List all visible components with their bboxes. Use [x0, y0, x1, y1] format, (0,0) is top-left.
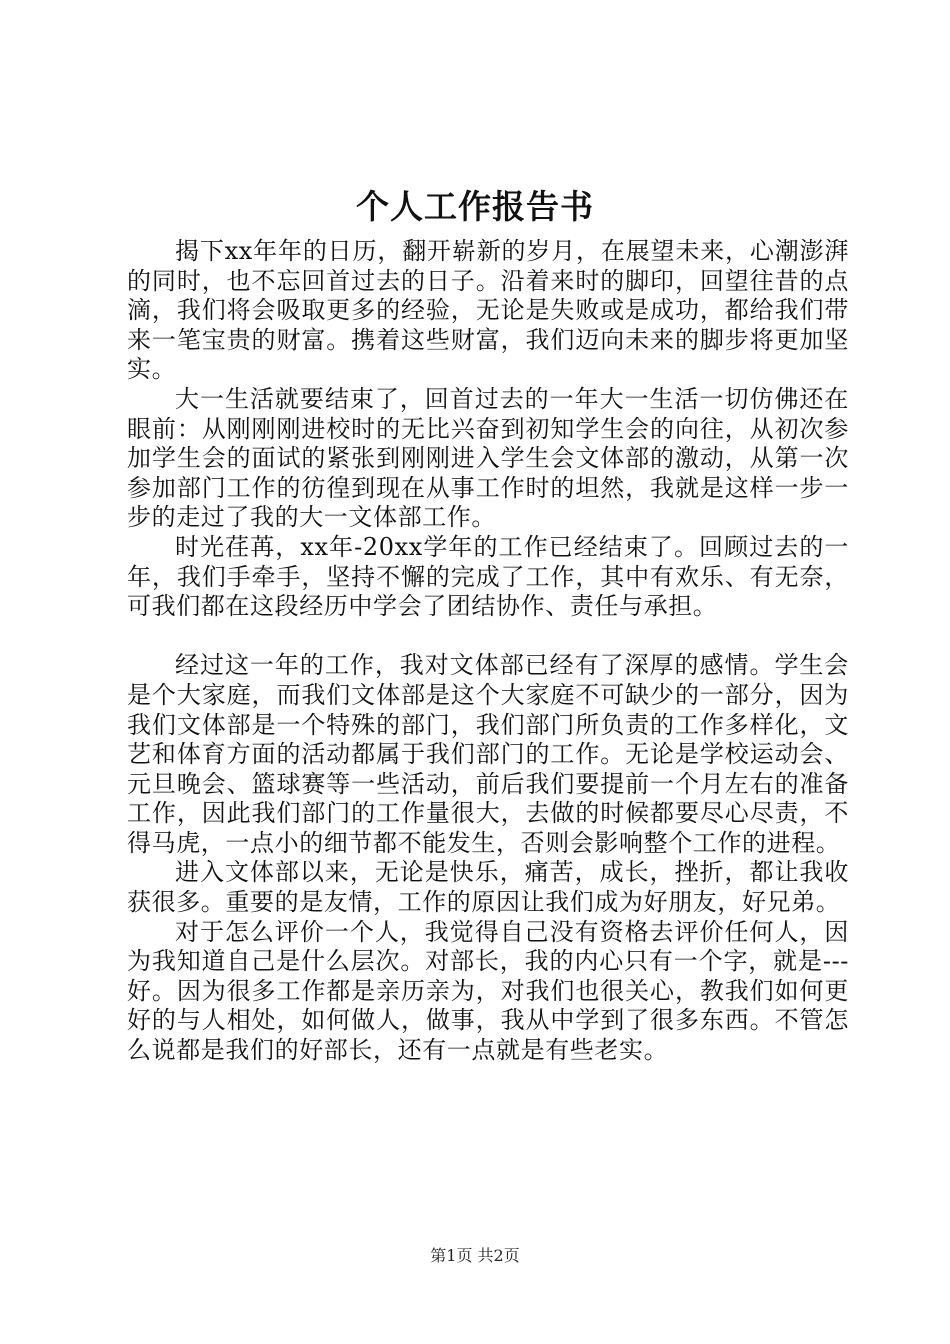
paragraph-5: 进入文体部以来，无论是快乐，痛苦，成长，挫折，都让我收获很多。重要的是友情，工作的原因让我们成为好朋友，好兄弟。 [127, 858, 849, 917]
paragraph-6: 对于怎么评价一个人，我觉得自己没有资格去评价任何人，因为我知道自己是什么层次。对部长，我的内心只有一个字，就是---好。因为很多工作都是亲历亲为，对我们也很关心，教我们如何更好的与人相处，如何做人，做事，我从中学到了很多东西。不管怎么说都是我们的好部长，还有一点就是有些老实。 [127, 917, 849, 1065]
document-title: 个人工作报告书 [356, 187, 594, 226]
document-body [127, 237, 849, 1066]
paragraph-1: 揭下xx年年的日历，翻开崭新的岁月，在展望未来，心潮澎湃的同时，也不忘回首过去的日子。沿着来时的脚印，回望往昔的点滴，我们将会吸取更多的经验，无论是失败或是成功，都给我们带来一笔宝贵的财富。携着这些财富，我们迈向未来的脚步将更加坚实。 [127, 237, 849, 384]
page-number-footer: 第1页 共2页 [430, 1246, 520, 1265]
paragraph-2: 大一生活就要结束了，回首过去的一年大一生活一切仿佛还在眼前：从刚刚刚进校时的无比兴奋到初知学生会的向往，从初次参加学生会的面试的紧张到刚刚进入学生会文体部的激动，从第一次参加部门工作的彷徨到现在从事工作时的坦然，我就是这样一步一步的走过了我的大一文体部工作。 [127, 384, 849, 532]
paragraph-4: 经过这一年的工作，我对文体部已经有了深厚的感情。学生会是个大家庭，而我们文体部是这个大家庭不可缺少的一部分，因为我们文体部是一个特殊的部门，我们部门所负责的工作多样化，文艺和体育方面的活动都属于我们部门的工作。无论是学校运动会、元旦晚会、篮球赛等一些活动，前后我们要提前一个月左右的准备工作，因此我们部门的工作量很大，去做的时候都要尽心尽责，不得马虎，一点小的细节都不能发生，否则会影响整个工作的进程。 [127, 651, 849, 857]
paragraph-3: 时光荏苒，xx年-20xx学年的工作已经结束了。回顾过去的一年，我们手牵手，坚持不懈的完成了工作，其中有欢乐、有无奈，可我们都在这段经历中学会了团结协作、责任与承担。 [127, 532, 849, 621]
